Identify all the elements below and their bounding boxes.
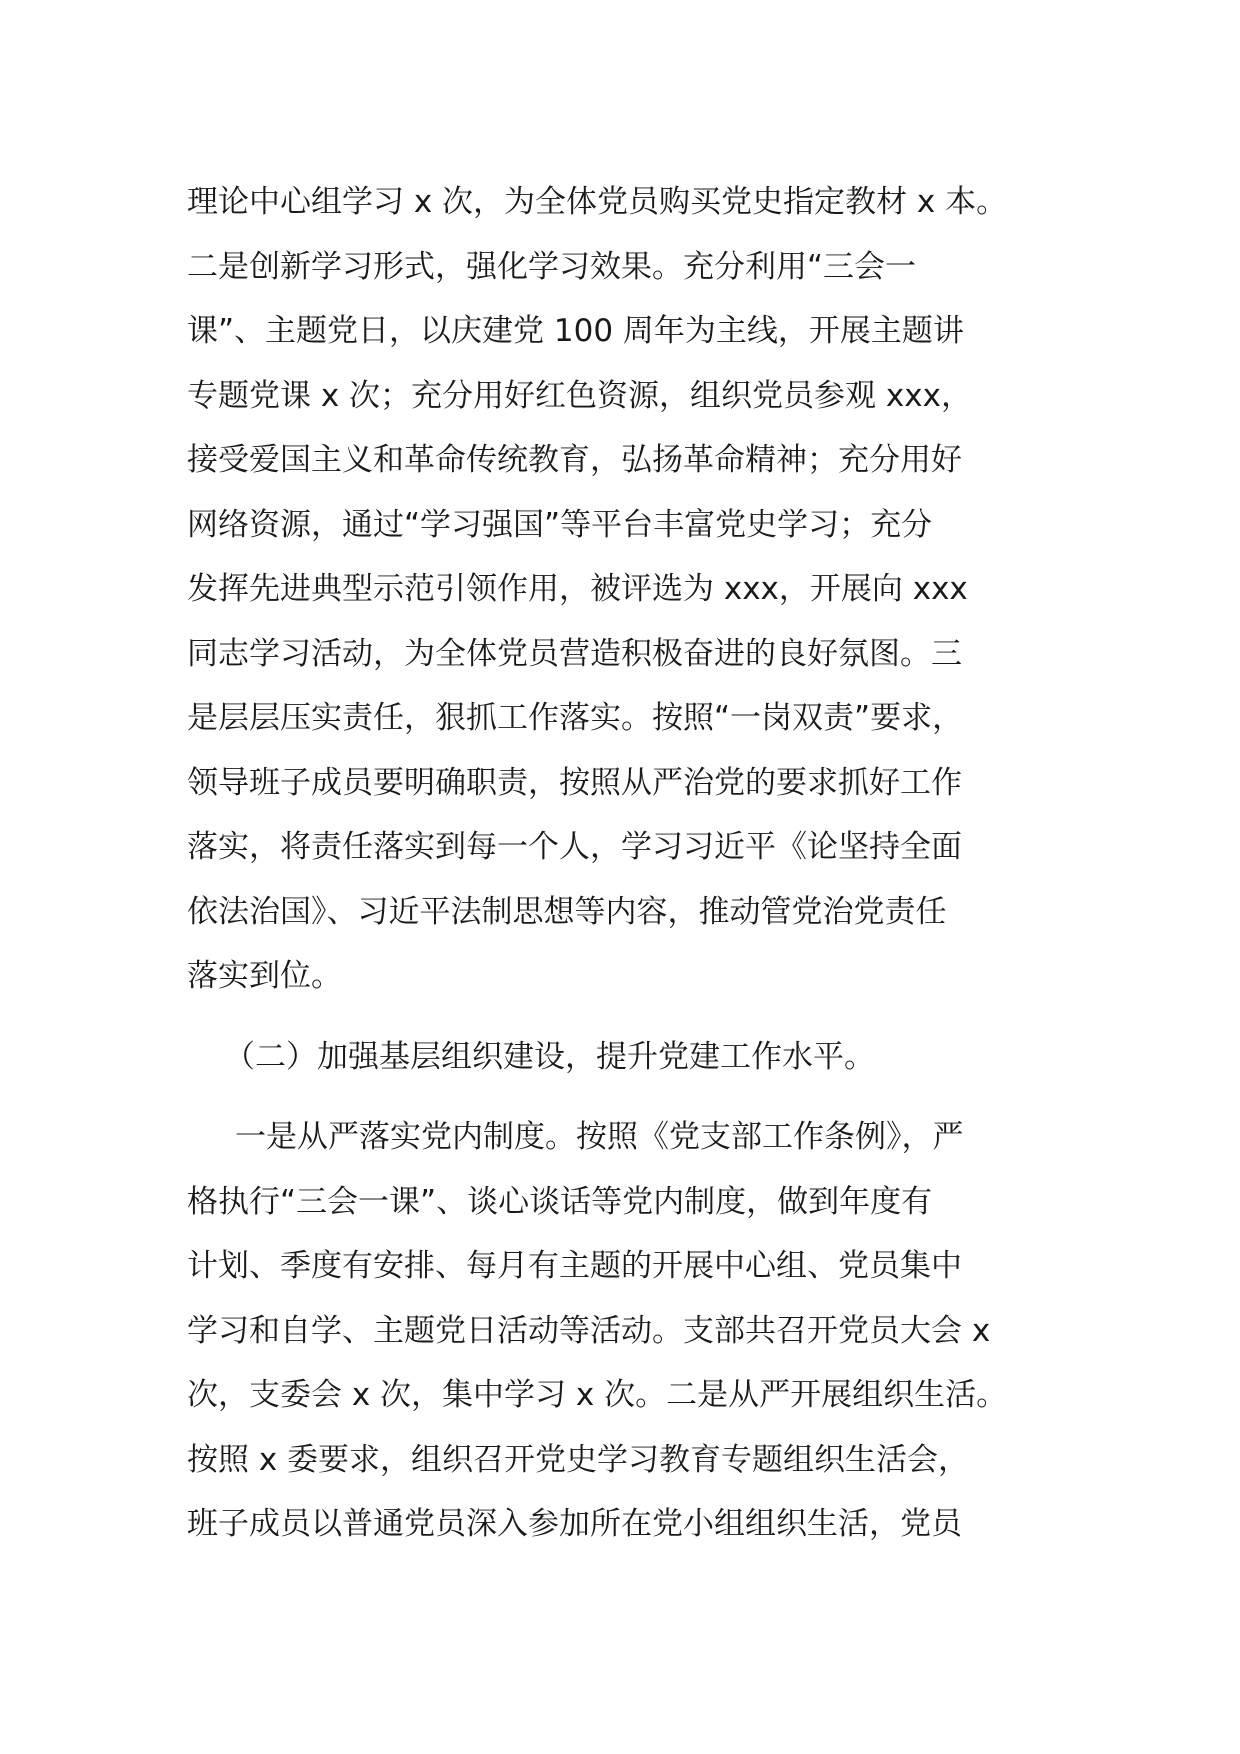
paragraph-organization-building bbox=[187, 1105, 1059, 1557]
paragraph-line: 按照 x 委要求，组织召开党史学习教育专题组织生活会， bbox=[187, 1441, 970, 1478]
paragraph-spacing bbox=[187, 1009, 1059, 1025]
paragraph-line: 网络资源，通过“学习强国”等平台丰富党史学习；充分 bbox=[187, 506, 933, 543]
paragraph-line: 格执行“三会一课”、谈心谈话等党内制度，做到年度有 bbox=[187, 1183, 933, 1220]
paragraph-line: 发挥先进典型示范引领作用，被评选为 xxx，开展向 xxx bbox=[187, 571, 968, 607]
paragraph-line: 接受爱国主义和革命传统教育，弘扬革命精神；充分用好 bbox=[187, 442, 962, 478]
paragraph-line: 依法治国》、习近平法制思想等内容，推动管党治党责任 bbox=[187, 893, 947, 930]
document-body bbox=[187, 170, 1059, 1557]
paragraph-line: 一是从严落实党内制度。按照《党支部工作条例》，严 bbox=[235, 1119, 964, 1155]
paragraph-line: 计划、季度有安排、每月有主题的开展中心组、党员集中 bbox=[187, 1248, 962, 1284]
paragraph-spacing bbox=[187, 1089, 1059, 1105]
paragraph-line: 课”、主题党日，以庆建党 100 周年为主线，开展主题讲 bbox=[187, 313, 964, 349]
paragraph-line: 是层层压实责任，狠抓工作落实。按照“一岗双责”要求， bbox=[187, 700, 964, 736]
paragraph-line: 学习和自学、主题党日活动等活动。支部共召开党员大会 x bbox=[187, 1312, 991, 1349]
paragraph-line: 同志学习活动，为全体党员营造积极奋进的良好氛图。三 bbox=[187, 635, 962, 672]
paragraph-line: 二是创新学习形式，强化学习效果。充分利用“三会一 bbox=[187, 248, 917, 285]
paragraph-line: 理论中心组学习 x 次，为全体党员购买党史指定教材 x 本。 bbox=[187, 184, 1008, 220]
section-heading: （二）加强基层组织建设，提升党建工作水平。 bbox=[224, 1038, 875, 1075]
paragraph-study-work bbox=[187, 170, 1059, 1009]
paragraph-line: 次，支委会 x 次，集中学习 x 次。二是从严开展组织生活。 bbox=[187, 1377, 1008, 1413]
paragraph-line: 落实到位。 bbox=[187, 958, 342, 994]
paragraph-line: 落实，将责任落实到每一个人，学习习近平《论坚持全面 bbox=[187, 829, 962, 865]
paragraph-line: 领导班子成员要明确职责，按照从严治党的要求抓好工作 bbox=[187, 764, 962, 801]
paragraph-line: 专题党课 x 次；充分用好红色资源，组织党员参观 xxx， bbox=[187, 377, 972, 414]
paragraph-line: 班子成员以普通党员深入参加所在党小组组织生活，党员 bbox=[187, 1506, 962, 1542]
